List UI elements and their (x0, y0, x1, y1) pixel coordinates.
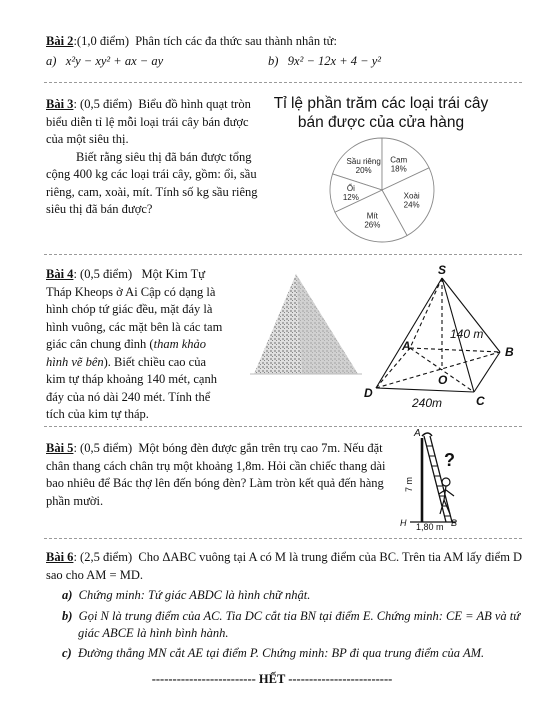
bai6-b-text2: giác ABCE là hình bình hành. (78, 626, 229, 640)
bai4-line5b: tham khảo (153, 337, 207, 351)
bai4-line6b: ). Biết chiều cao của (103, 354, 207, 369)
bai4-label: Bài 4 (46, 267, 74, 281)
pie-value-label: 26% (364, 220, 381, 230)
bai6-a-text: Chứng minh: Tứ giác ABDC là hình chữ nhật. (78, 588, 311, 602)
pyramid-height-label: 140 m (450, 327, 484, 341)
bai6-part-a (62, 588, 310, 603)
pyramid-label-A: A (402, 339, 411, 353)
bai4-points: : (0,5 điểm) (73, 267, 133, 281)
bai2-heading (46, 34, 337, 49)
pie-chart (320, 134, 444, 246)
pyramid-label-C: C (476, 394, 485, 408)
bai6-b-text1: Gọi N là trung điểm của AC. Tia DC cắt tia BN tại điểm E. Chứng minh: CE = AB và tứ (78, 609, 521, 623)
bai3-line3: của một siêu thị. (46, 132, 129, 146)
bai3-line2: biểu diễn tỉ lệ mỗi loại trái cây bán được (46, 114, 249, 129)
bai6-points: : (2,5 điểm) (73, 550, 133, 564)
ladder-figure (396, 426, 476, 532)
bai6-part-c (62, 646, 484, 661)
bai4-line5a: giác cân chung đỉnh ( (46, 337, 154, 351)
bai3-points: : (0,5 điểm) (73, 97, 133, 111)
pie-title (268, 94, 494, 132)
pie-value-label: 18% (390, 164, 407, 174)
bai4-line8: đáy của nó dài 240 mét. Tính thể (46, 389, 211, 404)
bai5-line1: Một bóng đèn được gắn trên trụ cao 7m. Nếu đặt (138, 441, 383, 455)
question-mark: ? (444, 450, 455, 470)
bai3-text (46, 96, 286, 219)
bai6-label: Bài 6 (46, 550, 74, 564)
bai4-line7: kim tự tháp khoảng 140 mét, cạnh (46, 372, 217, 386)
ladder-label-H: H (400, 518, 407, 528)
pyramid-photo (250, 270, 362, 382)
bai2-a-label: a) (46, 54, 57, 68)
bai5-points: : (0,5 điểm) (73, 441, 133, 455)
pyramid-label-O: O (438, 373, 448, 387)
bai6-a-label: a) (62, 588, 73, 602)
bai3-line7: siêu thị đã bán được? (46, 202, 153, 216)
bai2-prompt: Phân tích các đa thức sau thành nhân tử: (135, 34, 337, 48)
bai4-line3: hình chóp tứ giác đều, mặt đáy là (46, 302, 213, 316)
bai6-line1: Cho ΔABC vuông tại A có M là trung điểm của BC. Trên tia AM lấy điểm D (138, 550, 523, 564)
bai2-points: :(1,0 điểm) (73, 34, 129, 48)
pie-category-label: Sầu riêng (346, 156, 381, 166)
bai3-line1: Biểu đồ hình quạt tròn (138, 97, 251, 111)
pie-title-line2: bán được của cửa hàng (297, 114, 465, 131)
bai6-b-label: b) (62, 609, 73, 623)
bai6-part-b (62, 609, 520, 624)
bai5-line4: phần mười. (46, 493, 104, 508)
pie-value-label: 12% (342, 192, 359, 202)
ladder-label-B: B (451, 518, 458, 528)
bai3-label: Bài 3 (46, 97, 74, 111)
ladder-height-label: 7 m (404, 476, 414, 492)
pie-value-label: 20% (355, 165, 372, 175)
bai4-text (46, 266, 246, 424)
bai6-intro-line1 (46, 550, 522, 565)
bai2-label: Bài 2 (46, 34, 74, 48)
bai3-line5: cộng 400 kg các loại trái cây, gồm: ổi, sầu (46, 167, 257, 181)
pyramid-diagram (360, 264, 520, 412)
separator (44, 82, 522, 83)
bai5-line3: bao nhiêu để Bác thợ lên đến bóng đèn? Làm tròn kết quả đến hàng (46, 476, 384, 490)
bai4-line1: Một Kim Tự (141, 267, 205, 281)
bai4-line4: hình vuông, các mặt bên là các tam (46, 319, 223, 334)
footer-end: ------------------------- HẾT ------------------------- (151, 672, 393, 686)
ladder-base-label: 1,80 m (416, 522, 444, 532)
pyramid-label-D: D (364, 386, 373, 400)
pie-category-label: Ổi (346, 183, 355, 193)
pyramid-label-B: B (505, 345, 514, 359)
bai5-line2: chân thang cách chân trụ một khoảng 1,8m. Hỏi cần chiếc thang dài (46, 458, 386, 473)
ladder-label-A: A (414, 428, 421, 439)
bai3-line6: riêng, cam, xoài, mít. Tính số kg sầu riêng (46, 184, 258, 199)
bai2-part-b (268, 54, 381, 69)
bai3-line4: Biết rằng siêu thị đã bán được tổng (76, 149, 252, 164)
bai5-label: Bài 5 (46, 441, 74, 455)
bai4-line6a: hình vẽ bên (46, 354, 104, 369)
bai6-c-text: Đường thẳng MN cắt AE tại điểm P. Chứng minh: BP đi qua trung điểm của AM. (77, 646, 485, 660)
pie-title-line1: Tỉ lệ phần trăm các loại trái cây (273, 95, 489, 112)
pie-category-label: Mít (366, 211, 378, 221)
pie-category-label: Xoài (403, 191, 420, 201)
bai6-line2: sao cho AM = MD. (46, 568, 143, 582)
bai4-line2: Tháp Kheops ở Ai Cập có dạng là (46, 284, 216, 299)
separator (44, 254, 522, 255)
pie-value-label: 24% (403, 200, 420, 210)
bai4-line9: tích của kim tự tháp. (46, 407, 149, 421)
bai5-text (46, 440, 396, 510)
bai2-b-expr: 9x² − 12x + 4 − y² (287, 54, 381, 68)
pie-category-label: Cam (390, 155, 408, 165)
bai2-b-label: b) (268, 54, 279, 68)
bai2-part-a (46, 54, 163, 69)
pyramid-label-S: S (438, 264, 447, 277)
bai6-c-label: c) (62, 646, 72, 660)
bai2-a-expr: x²y − xy² + ax − ay (65, 54, 164, 68)
separator (44, 538, 522, 539)
pyramid-base-label: 240m (412, 396, 443, 410)
